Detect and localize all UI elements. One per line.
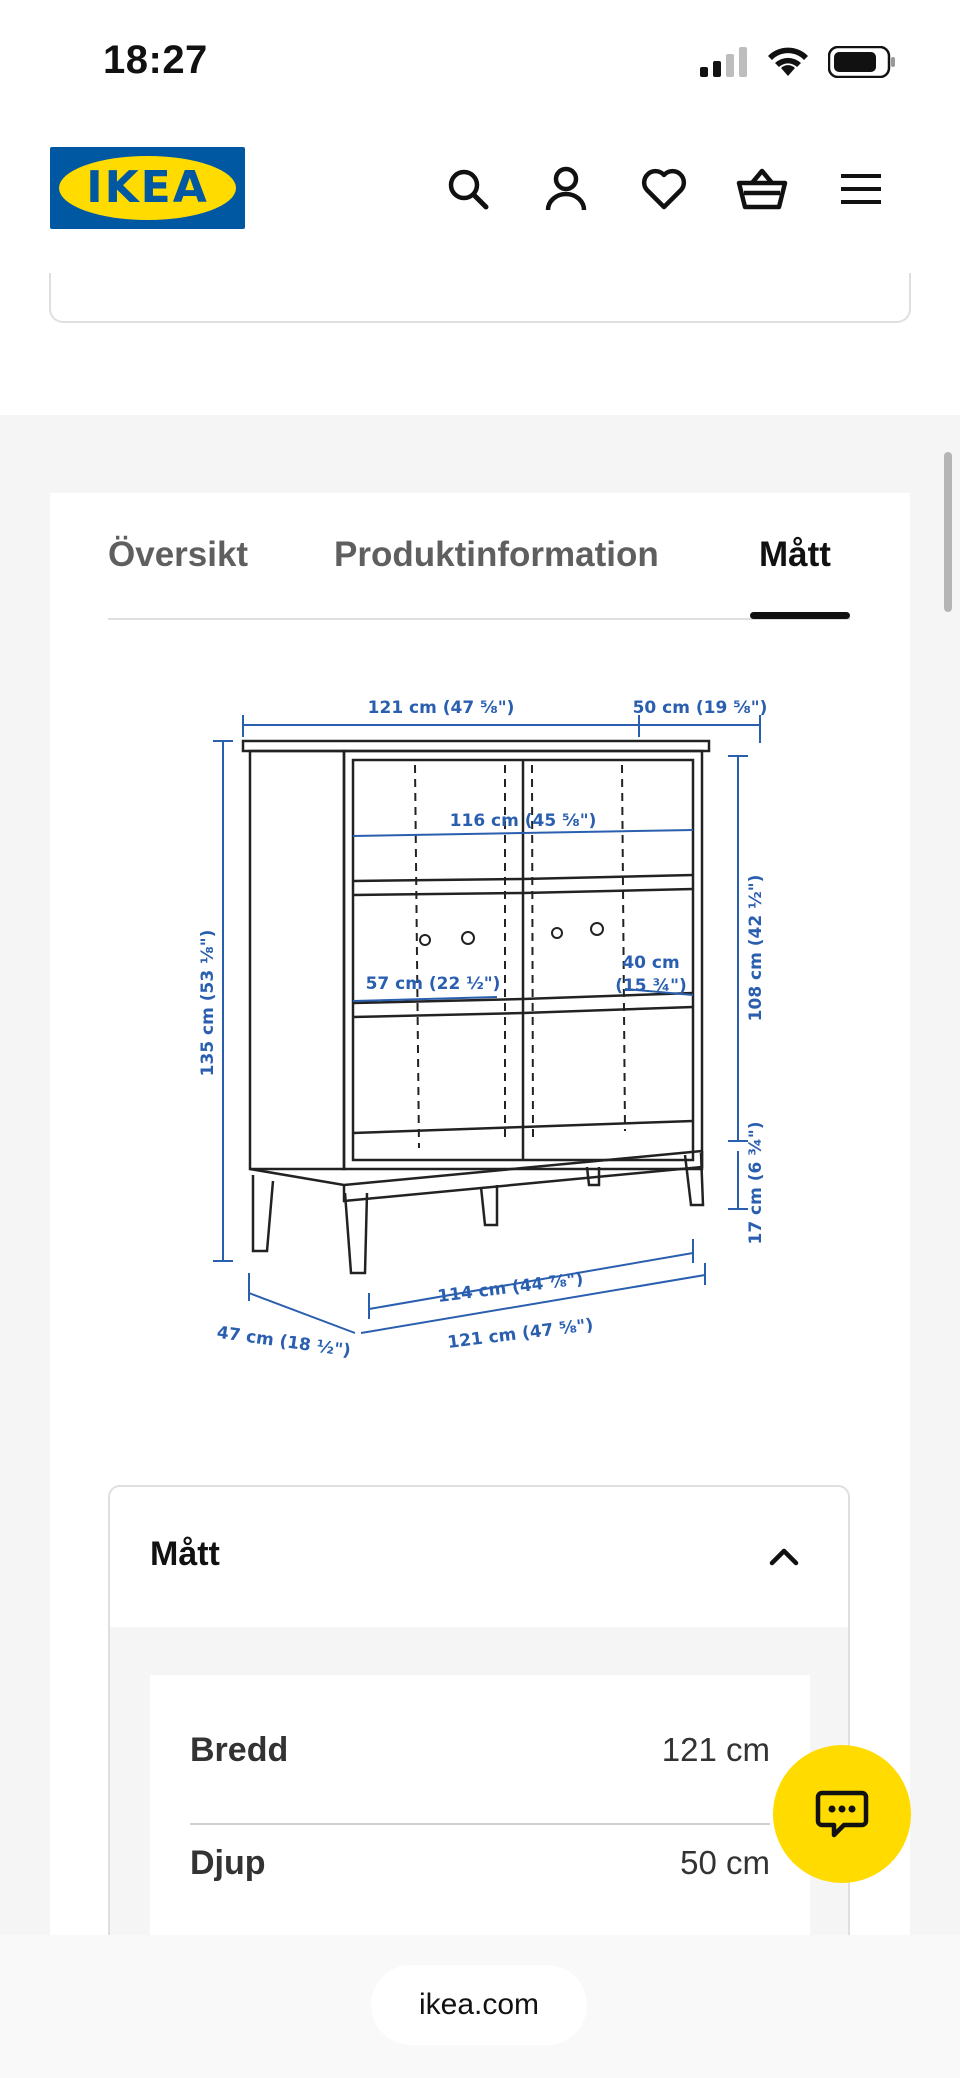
search-button[interactable]: [440, 161, 496, 217]
chevron-up-icon[interactable]: [766, 1539, 802, 1575]
signal-icon: [700, 47, 748, 77]
product-tabs: [108, 493, 850, 620]
page-scrollbar[interactable]: [944, 452, 952, 612]
active-tab-indicator: [750, 612, 850, 619]
chat-bubble-icon: [814, 1789, 870, 1839]
dimension-diagram: [175, 673, 805, 1413]
hamburger-menu-icon: [839, 171, 883, 207]
chat-button[interactable]: [773, 1745, 911, 1883]
status-time: 18:27: [103, 38, 208, 82]
spec-label-bredd: Bredd: [190, 1731, 289, 1769]
dim-bottom-width: 121 cm (47 ⅝"): [446, 1315, 595, 1353]
cart-button[interactable]: [734, 161, 790, 217]
dim-total-width: 121 cm (47 ⅝"): [367, 698, 515, 718]
previous-card-bottom: [49, 273, 911, 323]
dim-height: 135 cm (53 ⅛"): [198, 929, 218, 1077]
spec-value-djup: 50 cm: [680, 1844, 770, 1881]
wifi-icon: [766, 46, 810, 78]
wishlist-button[interactable]: [636, 161, 692, 217]
dim-bottom-depth: 47 cm (18 ½"): [215, 1322, 352, 1362]
heart-icon: [641, 168, 687, 210]
spec-value-bredd: 121 cm: [661, 1731, 770, 1768]
account-button[interactable]: [538, 161, 594, 217]
site-header: [0, 125, 960, 275]
dim-base-width: 114 cm (44 ⅞"): [436, 1269, 585, 1307]
basket-icon: [736, 167, 788, 211]
dim-top-depth: 50 cm (19 ⅝"): [632, 698, 768, 718]
search-icon: [446, 167, 490, 211]
tab-produktinformation[interactable]: Produktinformation: [334, 535, 659, 574]
browser-url-bar: [0, 1935, 960, 2078]
ikea-logo[interactable]: [50, 147, 245, 229]
url-pill[interactable]: ikea.com: [371, 1965, 587, 2045]
logo-text: IKEA: [86, 162, 209, 213]
dim-shelf-depth-in: (15 ¾"): [615, 976, 687, 996]
spec-row: [190, 1693, 770, 1805]
menu-button[interactable]: [833, 161, 889, 217]
dim-inner-width: 116 cm (45 ⅝"): [449, 811, 597, 831]
accordion-title: Mått: [150, 1535, 220, 1573]
dim-shelf-width: 57 cm (22 ½"): [365, 974, 501, 994]
user-icon: [544, 166, 588, 212]
battery-icon: [828, 46, 896, 78]
dim-leg-height: 17 cm (6 ¾"): [746, 1121, 766, 1245]
dim-shelf-depth-cm: 40 cm: [622, 953, 680, 973]
tab-matt[interactable]: Mått: [759, 535, 831, 574]
status-bar: [0, 0, 960, 125]
spec-row: [190, 1806, 770, 1918]
previous-section: [0, 275, 960, 415]
spec-label-djup: Djup: [190, 1844, 266, 1882]
status-icons: [700, 46, 896, 78]
accordion-header[interactable]: [110, 1487, 850, 1627]
tab-oversikt[interactable]: Översikt: [108, 535, 249, 574]
dim-cabinet-height: 108 cm (42 ½"): [746, 874, 766, 1022]
